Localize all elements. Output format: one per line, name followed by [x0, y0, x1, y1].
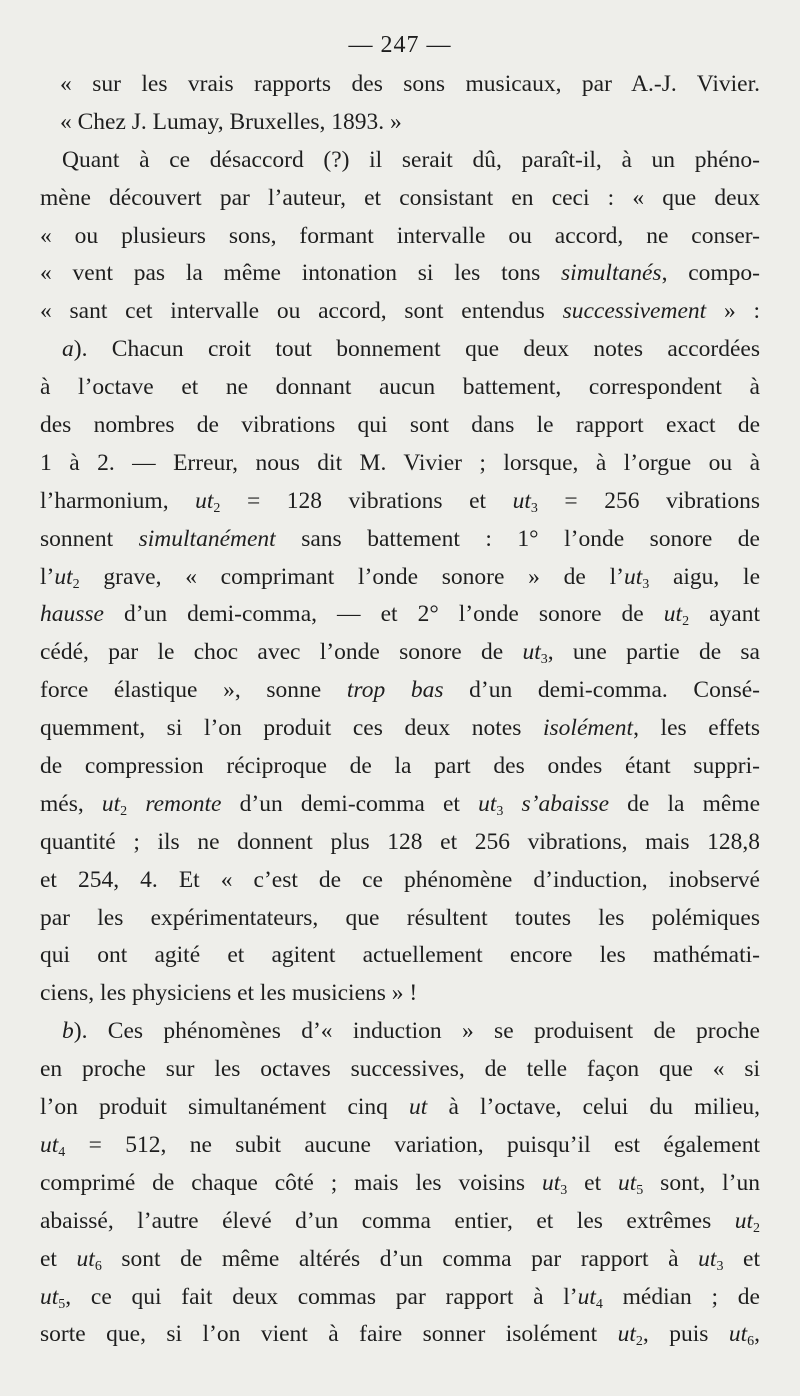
- text-line: en proche sur les octaves successives, de telle façon que « si: [40, 1056, 760, 1083]
- text-line: a). Chacun croit tout bonnement que deux notes accordées: [62, 336, 760, 363]
- text-line: Quant à ce désaccord (?) il serait dû, paraît-il, à un phéno-: [62, 146, 760, 173]
- text-line: et $ut_6$ sont de même altérés d’un comma par rapport à $ut_3$ et: [40, 1245, 760, 1274]
- text-line: b). Ces phénomènes d’« induction » se produisent de proche: [62, 1018, 760, 1045]
- text-line: « Chez J. Lumay, Bruxelles, 1893. »: [60, 108, 402, 135]
- text-line: de compression réciproque de la part des ondes étant suppri-: [40, 753, 760, 780]
- text-line: hausse d’un demi-comma, — et 2° l’onde sonore de $ut_2$ ayant: [40, 601, 760, 630]
- text-line: cédé, par le choc avec l’onde sonore de $ut_3$, une partie de sa: [40, 639, 760, 668]
- text-line: quemment, si l’on produit ces deux notes isolément, les effets: [40, 715, 760, 742]
- page-number: — 247 —: [348, 32, 452, 58]
- text-line: des nombres de vibrations qui sont dans le rapport exact de: [40, 412, 760, 439]
- text-line: « sant cet intervalle ou accord, sont entendus successivement » :: [40, 298, 760, 325]
- text-line: « ou plusieurs sons, formant intervalle ou accord, ne conser-: [40, 222, 760, 249]
- text-line: à l’octave et ne donnant aucun battement, correspondent à: [40, 374, 760, 401]
- text-line: $l’ut_2$ grave, « comprimant l’onde sonore » de $l’ut_3$ aigu, le: [40, 563, 760, 592]
- text-line: l’on produit simultanément cinq ut à l’octave, celui du milieu,: [40, 1094, 760, 1121]
- text-line: ciens, les physiciens et les musiciens » !: [40, 980, 418, 1007]
- text-line: mène découvert par l’auteur, et consistant en ceci : « que deux: [40, 184, 760, 211]
- text-line: force élastique », sonne trop bas d’un demi-comma. Consé-: [40, 677, 760, 704]
- text-line: « vent pas la même intonation si les tons simultanés, compo-: [40, 260, 760, 287]
- text-line: « sur les vrais rapports des sons musicaux, par A.-J. Vivier.: [60, 71, 760, 97]
- text-line: quantité ; ils ne donnent plus 128 et 256 vibrations, mais 128,8: [40, 828, 760, 855]
- body-text: [40, 66, 760, 1354]
- text-line: et 254, 4. Et « c’est de ce phénomène d’induction, inobservé: [40, 866, 760, 893]
- text-line: abaissé, l’autre élevé d’un comma entier, et les extrêmes $ut_2$: [40, 1207, 760, 1236]
- text-line: més, $ut_2$ remonte d’un demi-comma et $ut_3$ s’abaisse de la même: [40, 790, 760, 819]
- text-line: $ut_5$, ce qui fait deux commas par rapport à $l’ut_4$ médian ; de: [40, 1283, 760, 1312]
- text-line: l’harmonium, $ut_2 = 128$ vibrations et $ut_3 = 256$ vibrations: [40, 487, 760, 516]
- text-line: $ut_4 = 512$, ne subit aucune variation, puisqu’il est également: [40, 1131, 760, 1160]
- text-line: qui ont agité et agitent actuellement encore les mathémati-: [40, 942, 760, 969]
- text-line: par les expérimentateurs, que résultent toutes les polémiques: [40, 904, 760, 931]
- text-line: sorte que, si l’on vient à faire sonner isolément $ut_2$, puis $ut_6$,: [40, 1321, 760, 1350]
- text-line: sonnent simultanément sans battement : 1° l’onde sonore de: [40, 525, 760, 552]
- text-line: 1 à 2. — Erreur, nous dit M. Vivier ; lorsque, à l’orgue ou à: [40, 449, 760, 476]
- text-line: comprimé de chaque côté ; mais les voisins $ut_3$ et $ut_5$ sont, l’un: [40, 1169, 760, 1198]
